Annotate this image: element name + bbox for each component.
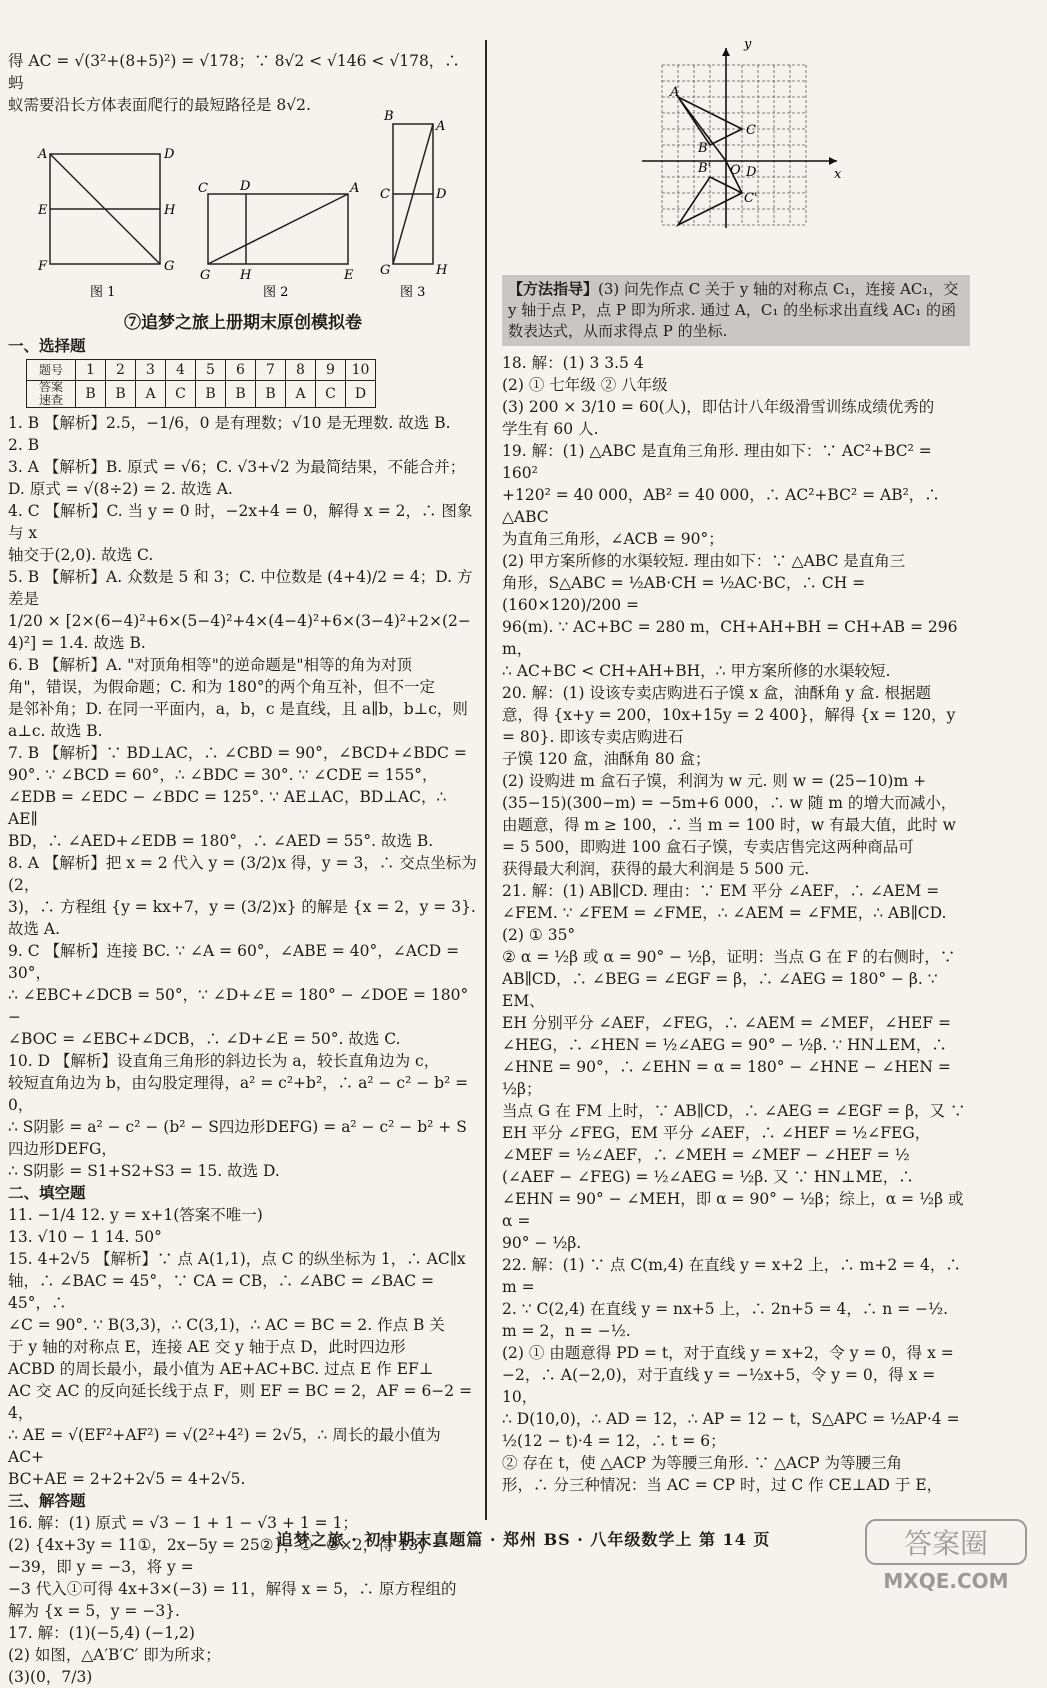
q-number: 8 — [286, 360, 316, 381]
answer-cell: C — [316, 381, 346, 408]
solution-line: 意，得 {x+y = 200，10x+15y = 2 400}，解得 {x = 120，y = 80}. 即该专卖店购进石 — [502, 706, 956, 746]
fill-line: 轴，∴ ∠BAC = 45°，∵ CA = CB，∴ ∠ABC = ∠BAC = 45°，∴ — [8, 1272, 435, 1312]
q-number: 9 — [316, 360, 346, 381]
explanation-line: 1/20 × [2×(6−4)²+6×(5−4)²+4×(4−4)²+6×(3−4)²+2×(2− — [8, 612, 471, 630]
solution-line: ② α = ½β 或 α = 90° − ½β，证明：当点 G 在 F 的右侧时，∵ — [502, 948, 956, 966]
answer-cell: A — [286, 381, 316, 408]
fig1-label-H: H — [164, 203, 176, 218]
left-column — [8, 0, 478, 1686]
method-box — [502, 275, 970, 346]
explanation-line: ∴ S阴影 = S1+S2+S3 = 15. 故选 D. — [8, 1162, 280, 1180]
solution-line: 学生有 60 人. — [502, 420, 599, 438]
solution-line: = 5 500，即购进 100 盒石子馍，专卖店售完这两种商品可 — [502, 838, 914, 856]
explanation-line: 轴交于(2,0). 故选 C. — [8, 546, 154, 564]
solve-line: 16. 解：(1) 原式 = √3 − 1 + 1 − √3 + 1 = 1； — [8, 1514, 358, 1532]
figure-2 — [208, 194, 348, 264]
solution-line: 当点 G 在 FM 上时，∵ AB∥CD，∴ ∠AEG = ∠EGF = β，又 ∵ — [502, 1102, 966, 1120]
q-number: 4 — [166, 360, 196, 381]
explanation-line: 3. A 【解析】B. 原式 = √6；C. √3+√2 为最简结果，不能合并； — [8, 458, 466, 476]
fill-line: AC 交 AC 的反向延长线于点 F，则 EF = BC = 2，AF = 6−2 = 4， — [8, 1382, 473, 1422]
answer-cell: A — [136, 381, 166, 408]
label-B: B — [698, 141, 708, 156]
explanation-line: ∴ ∠EBC+∠DCB = 50°，∵ ∠D+∠E = 180° − ∠DOE = 180° − — [8, 986, 469, 1026]
solution-line: 角形，S△ABC = ½AB·CH = ½AC·BC，∴ CH = (160×120)/200 = — [502, 574, 866, 614]
explanation-line: D. 原式 = √(8÷2) = 2. 故选 A. — [8, 480, 233, 498]
fill-line: ∴ AE = √(EF²+AF²) = √(2²+4²) = 2√5，∴ 周长的最小值为 AC+ — [8, 1426, 441, 1466]
solution-line: ∠HEG，∴ ∠HEN = ½∠AEG = 90° − ½β. ∵ HN⊥EM，∴ — [502, 1036, 947, 1054]
method-tag: 【方法指导】 — [508, 280, 599, 298]
axes — [642, 48, 837, 228]
fig1-label-E: E — [38, 203, 48, 218]
solve-line: 17. 解：(1)(−5,4) (−1,2) — [8, 1624, 195, 1642]
choice-explanations — [8, 412, 478, 1182]
watermark-bottom: MXQE.COM — [883, 1569, 1009, 1593]
solution-line: (2) 甲方案所修的水渠较短. 理由如下：∵ △ABC 是直角三 — [502, 552, 906, 570]
solve-line: (3)(0，7/3) — [8, 1668, 93, 1686]
explanation-line: 10. D 【解析】设直角三角形的斜边长为 a，较长直角边为 c， — [8, 1052, 440, 1070]
solution-line: ② 存在 t，使 △ACP 为等腰三角形. ∵ △ACP 为等腰三角 — [502, 1454, 902, 1472]
fig2-label-D: D — [240, 179, 251, 194]
solution-line: (2) 设购进 m 盒石子馍，利润为 w 元. 则 w = (25−10)m + — [502, 772, 927, 790]
label-x: x — [834, 167, 842, 182]
fig3-label-C: C — [380, 187, 390, 202]
fig2-label-C: C — [198, 181, 208, 196]
answer-cell: B — [196, 381, 226, 408]
solution-line: ∠EHN = 90° − ∠MEH，即 α = 90° − ½β；综上，α = ½β 或 α = — [502, 1190, 964, 1230]
explanation-line: BD，∴ ∠AED+∠EDB = 180°，∴ ∠AED = 55°. 故选 B. — [8, 832, 434, 850]
y-arrow — [722, 48, 730, 56]
watermark-top: 答案圈 — [903, 1527, 989, 1560]
solve-line: (2) 如图，△A′B′C′ 即为所求； — [8, 1646, 221, 1664]
solution-line: ∴ D(10,0)，∴ AD = 12，∴ AP = 12 − t，S△APC = ½AP·4 = — [502, 1410, 960, 1428]
solution-line: 形，∴ 分三种情况：当 AC = CP 时，过 C 作 CE⊥AD 于 E， — [502, 1476, 943, 1494]
explanation-line: 3)，∴ 方程组 {y = kx+7，y = (3/2)x} 的解是 {x = 2，y = 3}. 故选 A. — [8, 898, 476, 938]
solution-line: 19. 解：(1) △ABC 是直角三角形. 理由如下：∵ AC²+BC² = 160² — [502, 442, 932, 482]
solve-line: (2) {4x+3y = 11①，2x−5y = 25②}，①−②×2，得 13y = −39，即 y = −3，将 y = — [8, 1536, 445, 1576]
fill-line: 11. −1/4 12. y = x+1(答案不唯一) — [8, 1206, 263, 1224]
graph-svg — [502, 0, 970, 235]
label-D: D — [746, 165, 757, 180]
intro-line: 得 AC = √(3²+(8+5)²) = √178；∵ 8√2 < √146 < √178，∴ 蚂 — [8, 52, 460, 92]
fig3-label-D: D — [436, 187, 447, 202]
fig1-label-F: F — [38, 259, 48, 274]
label-A: A — [670, 85, 680, 100]
fig2-label-E: E — [344, 268, 354, 283]
answer-cell: B — [256, 381, 286, 408]
solution-line: (35−15)(300−m) = −5m+6 000，∴ w 随 m 的增大而减小， — [502, 794, 957, 812]
header-label: 题号 — [27, 360, 76, 381]
solution-line: 为直角三角形，∠ACB = 90°； — [502, 530, 724, 548]
fill-line: 13. √10 − 1 14. 50° — [8, 1228, 162, 1246]
fig2-label-G: G — [200, 268, 211, 283]
fill-line: 于 y 轴的对称点 E，连接 AE 交 y 轴于点 D，此时四边形 — [8, 1338, 406, 1356]
solution-line: ½(12 − t)·4 = 12，∴ t = 6； — [502, 1432, 726, 1450]
label-Cp: C' — [744, 191, 758, 206]
fig3-label-B: B — [384, 109, 394, 124]
explanation-line: 9. C 【解析】连接 BC. ∵ ∠A = 60°，∠ABE = 40°，∠ACD = 30°， — [8, 942, 460, 982]
answer-table-header — [27, 360, 376, 381]
column-divider — [485, 40, 487, 1520]
solution-line: ∠FEM. ∵ ∠FEM = ∠FME，∴ ∠AEM = ∠FME，∴ AB∥CD. — [502, 904, 947, 922]
q-number: 5 — [196, 360, 226, 381]
section-fill: 二、填空题 — [8, 1183, 86, 1202]
solution-line: 获得最大利润，获得的最大利润是 5 500 元. — [502, 860, 810, 878]
fig3-caption: 图 3 — [400, 285, 426, 300]
label-C: C — [746, 123, 756, 138]
solution-line: ∠HNE = 90°，∴ ∠EHN = α = 180° − ∠HNE − ∠HEN = ½β； — [502, 1058, 951, 1098]
solution-line: 90° − ½β. — [502, 1234, 582, 1252]
fill-line: 15. 4+2√5 【解析】∵ 点 A(1,1)，点 C 的纵坐标为 1，∴ AC∥x — [8, 1250, 466, 1268]
section-choice: 一、选择题 — [8, 336, 86, 355]
figure-row — [8, 109, 478, 326]
answer-table — [26, 359, 376, 408]
coordinate-graph — [502, 0, 970, 235]
solution-line: (2) ① 由题意得 PD = t，对于直线 y = x+2，令 y = 0，得 x = — [502, 1344, 954, 1362]
fig2-caption: 图 2 — [263, 285, 289, 300]
right-solutions — [502, 352, 970, 1496]
solution-line: m = 2，n = −½. — [502, 1322, 631, 1340]
watermark-logo — [858, 1516, 1038, 1594]
solution-line: EH 平分 ∠FEG，EM 平分 ∠AEF，∴ ∠HEF = ½∠FEG， — [502, 1124, 931, 1142]
solution-line: 18. 解：(1) 3 3.5 4 — [502, 354, 644, 372]
x-arrow — [829, 157, 837, 165]
fig2-label-H: H — [240, 268, 252, 283]
right-column — [502, 0, 970, 1525]
solve-line: −3 代入①可得 4x+3×(−3) = 11，解得 x = 5，∴ 原方程组的 — [8, 1580, 457, 1598]
q-number: 2 — [106, 360, 136, 381]
solution-line: (∠AEF − ∠FEG) = ½∠AEG = ½β. 又 ∵ HN⊥ME，∴ — [502, 1168, 914, 1186]
solution-line: 由题意，得 m ≥ 100，∴ 当 m = 100 时，w 有最大值，此时 w — [502, 816, 956, 834]
solve-line: 解为 {x = 5，y = −3}. — [8, 1602, 180, 1620]
q-number: 10 — [346, 360, 376, 381]
fig3-label-H: H — [436, 263, 448, 278]
fig1-label-G: G — [164, 259, 175, 274]
fill-answers — [8, 1204, 478, 1490]
explanation-line: 90°. ∵ ∠BCD = 60°，∴ ∠BDC = 30°. ∵ ∠CDE = 155°， — [8, 766, 438, 784]
figure-1 — [50, 154, 160, 264]
solution-line: (2) ① 35° — [502, 926, 576, 944]
explanation-line: 角"，错误，为假命题；C. 和为 180°的两个角互补，但不一定 — [8, 678, 436, 696]
solution-line: (2) ① 七年级 ② 八年级 — [502, 376, 668, 394]
explanation-line: 4)²] = 1.4. 故选 B. — [8, 634, 146, 652]
answer-cell: C — [166, 381, 196, 408]
explanation-line: 7. B 【解析】∵ BD⊥AC，∴ ∠CBD = 90°，∠BCD+∠BDC = — [8, 744, 467, 762]
solution-line: ∠MEF = ½∠AEF，∴ ∠MEH = ∠MEF − ∠HEF = ½ — [502, 1146, 910, 1164]
explanation-line: a⊥c. 故选 B. — [8, 722, 103, 740]
geometry-figures — [8, 109, 478, 326]
solution-line: −2，∴ A(−2,0)，对于直线 y = −½x+5，令 y = 0，得 x = 10， — [502, 1366, 936, 1406]
fig2-label-A: A — [350, 181, 360, 196]
section-solve: 三、解答题 — [8, 1491, 86, 1510]
explanation-line: ∠EDB = ∠EDC − ∠BDC = 125°. ∵ AE⊥AC，BD⊥AC，∴ AE∥ — [8, 788, 447, 828]
solution-line: 22. 解：(1) ∵ 点 C(m,4) 在直线 y = x+2 上，∴ m+2 = 4，∴ m = — [502, 1256, 961, 1296]
label-y: y — [744, 37, 752, 52]
solution-line: +120² = 40 000，AB² = 40 000，∴ AC²+BC² = AB²，∴ △ABC — [502, 486, 940, 526]
solution-line: 21. 解：(1) AB∥CD. 理由：∵ EM 平分 ∠AEF，∴ ∠AEM = — [502, 882, 940, 900]
fig1-label-D: D — [164, 147, 175, 162]
explanation-line: 6. B 【解析】A. "对顶角相等"的逆命题是"相等的角为对顶 — [8, 656, 412, 674]
answer-table-row — [27, 381, 376, 408]
explanation-line: 1. B 【解析】2.5，−1/6，0 是有理数；√10 是无理数. 故选 B. — [8, 414, 451, 432]
fill-line: BC+AE = 2+2+2√5 = 4+2√5. — [8, 1470, 246, 1488]
explanation-line: 8. A 【解析】把 x = 2 代入 y = (3/2)x 得，y = 3，∴ 交点坐标为(2， — [8, 854, 477, 894]
solution-line: (3) 200 × 3/10 = 60(人)，即估计八年级滑雪训练成绩优秀的 — [502, 398, 935, 416]
solution-line: ∴ AC+BC < CH+AH+BH，∴ 甲方案所修的水渠较短. — [502, 662, 891, 680]
solution-line: 20. 解：(1) 设该专卖店购进石子馍 x 盒，油酥角 y 盒. 根据题 — [502, 684, 932, 702]
q-number: 1 — [76, 360, 106, 381]
label-O: O — [730, 163, 741, 178]
answer-label: 答案 速查 — [27, 381, 76, 408]
solution-line: 子馍 120 盒，油酥角 80 盒； — [502, 750, 711, 768]
explanation-line: 较短直角边为 b，由勾股定理得，a² = c²+b²，∴ a² − c² − b² = 0， — [8, 1074, 469, 1114]
q-number: 7 — [256, 360, 286, 381]
intro-line: 蚁需要沿长方体表面爬行的最短路径是 8√2. — [8, 96, 311, 114]
fig1-label-A: A — [38, 147, 48, 162]
fill-line: ∠C = 90°. ∵ B(3,3)，∴ C(3,1)，∴ AC = BC = 2. 作点 B 关 — [8, 1316, 445, 1334]
explanation-line: ∠BOC = ∠EBC+∠DCB，∴ ∠D+∠E = 50°. 故选 C. — [8, 1030, 401, 1048]
page-footer: 追梦之旅 · 初中期末真题篇 · 郑州 BS · 八年级数学上 第 14 页 — [276, 1530, 771, 1549]
explanation-line: 5. B 【解析】A. 众数是 5 和 3；C. 中位数是 (4+4)/2 = 4；D. 方差是 — [8, 568, 473, 608]
method-text: (3) 问先作点 C 关于 y 轴的对称点 C₁，连接 AC₁，交 y 轴于点 P，点 P 即为所求. 通过 A，C₁ 的坐标求出直线 AC₁ 的函数表达式，从而求得点 P 的坐标. — [508, 280, 959, 340]
solution-line: 96(m). ∵ AC+BC = 280 m，CH+AH+BH = CH+AB = 296 m， — [502, 618, 958, 658]
fig1-caption: 图 1 — [90, 285, 116, 300]
fill-line: ACBD 的周长最小，最小值为 AE+AC+BC. 过点 E 作 EF⊥ — [8, 1360, 434, 1378]
explanation-line: 是邻补角；D. 在同一平面内，a，b，c 是直线，且 a∥b，b⊥c，则 — [8, 700, 468, 718]
fig3-label-A: A — [436, 119, 446, 134]
answer-cell: D — [346, 381, 376, 408]
exam-title: ⑦追梦之旅上册期末原创模拟卷 — [124, 313, 362, 333]
q-number: 6 — [226, 360, 256, 381]
solution-line: AB∥CD，∴ ∠BEG = ∠EGF = β，∴ ∠AEG = 180° − β. ∵ EM、 — [502, 970, 938, 1010]
q-number: 3 — [136, 360, 166, 381]
explanation-line: 2. B — [8, 436, 40, 454]
answer-cell: B — [226, 381, 256, 408]
solution-line: 2. ∵ C(2,4) 在直线 y = nx+5 上，∴ 2n+5 = 4，∴ n = −½. — [502, 1300, 949, 1318]
fig3-label-G: G — [380, 263, 391, 278]
label-Bp: B' — [698, 161, 712, 176]
solution-line: EH 分别平分 ∠AEF，∠FEG，∴ ∠AEM = ∠MEF，∠HEF = — [502, 1014, 951, 1032]
figure-3 — [393, 124, 433, 264]
explanation-line: ∴ S阴影 = a² − c² − (b² − S四边形DEFG) = a² − c² − b² + S四边形DEFG， — [8, 1118, 467, 1158]
answer-cell: B — [106, 381, 136, 408]
answer-cell: B — [76, 381, 106, 408]
explanation-line: 4. C 【解析】C. 当 y = 0 时，−2x+4 = 0，解得 x = 2，∴ 图象与 x — [8, 502, 473, 542]
grid-lines — [662, 65, 806, 225]
